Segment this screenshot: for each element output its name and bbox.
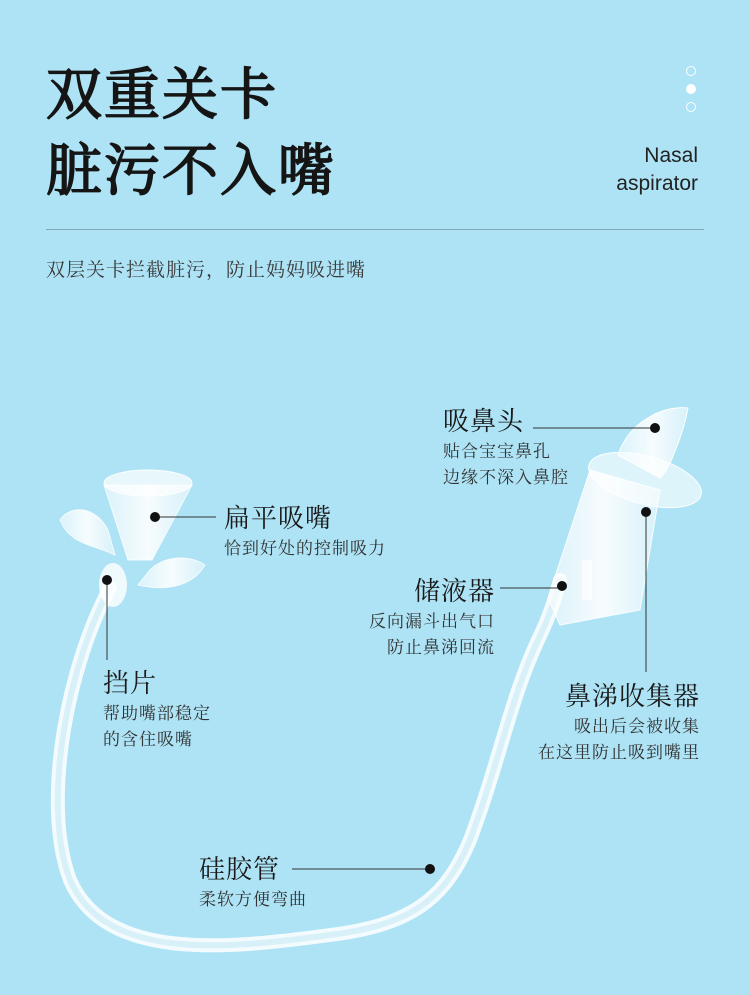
callout-nose-tip-line-2: 边缘不深入鼻腔 xyxy=(443,468,569,488)
pointer-dot-reservoir xyxy=(557,581,567,591)
callout-mouthpiece xyxy=(224,502,386,562)
callout-shield xyxy=(103,667,211,753)
callout-mouthpiece-title: 扁平吸嘴 xyxy=(224,504,333,534)
callout-nose-tip-title: 吸鼻头 xyxy=(443,407,525,437)
callout-tube-line-1: 柔软方便弯曲 xyxy=(199,890,307,910)
pointer-dot-collector xyxy=(641,507,651,517)
callout-shield-line-1: 帮助嘴部稳定 xyxy=(103,704,211,724)
callout-mouthpiece-line-1: 恰到好处的控制吸力 xyxy=(224,539,386,559)
mouthpiece-part xyxy=(60,470,205,607)
callout-reservoir-line-2: 防止鼻涕回流 xyxy=(387,638,495,658)
pointer-dot-nose-tip xyxy=(650,423,660,433)
callout-reservoir xyxy=(369,575,495,661)
callout-nose-tip-line-1: 贴合宝宝鼻孔 xyxy=(443,442,551,462)
callout-reservoir-title: 储液器 xyxy=(413,577,495,607)
callout-shield-title: 挡片 xyxy=(103,669,158,699)
pointer-dot-tube xyxy=(425,864,435,874)
page-subtitle: 双层关卡拦截脏污，防止妈妈吸进嘴 xyxy=(46,259,367,281)
callout-tube xyxy=(199,853,307,913)
callout-collector-title: 鼻涕收集器 xyxy=(564,682,700,712)
callout-nose-tip xyxy=(443,405,569,491)
english-caption-line-2: aspirator xyxy=(616,172,698,195)
title-line-1: 双重关卡 xyxy=(46,63,278,128)
english-caption-line-1: Nasal xyxy=(644,144,698,167)
callout-collector xyxy=(538,680,700,766)
callout-collector-line-1: 吸出后会被收集 xyxy=(574,717,700,737)
pointer-dot-shield xyxy=(102,575,112,585)
pointer-dot-mouthpiece xyxy=(150,512,160,522)
callout-shield-line-2: 的含住吸嘴 xyxy=(103,730,193,750)
callout-tube-title: 硅胶管 xyxy=(199,855,281,885)
reservoir-part xyxy=(548,408,707,625)
callout-collector-line-2: 在这里防止吸到嘴里 xyxy=(538,743,700,763)
callout-reservoir-line-1: 反向漏斗出气口 xyxy=(369,612,495,632)
title-line-2: 脏污不入嘴 xyxy=(46,139,336,204)
